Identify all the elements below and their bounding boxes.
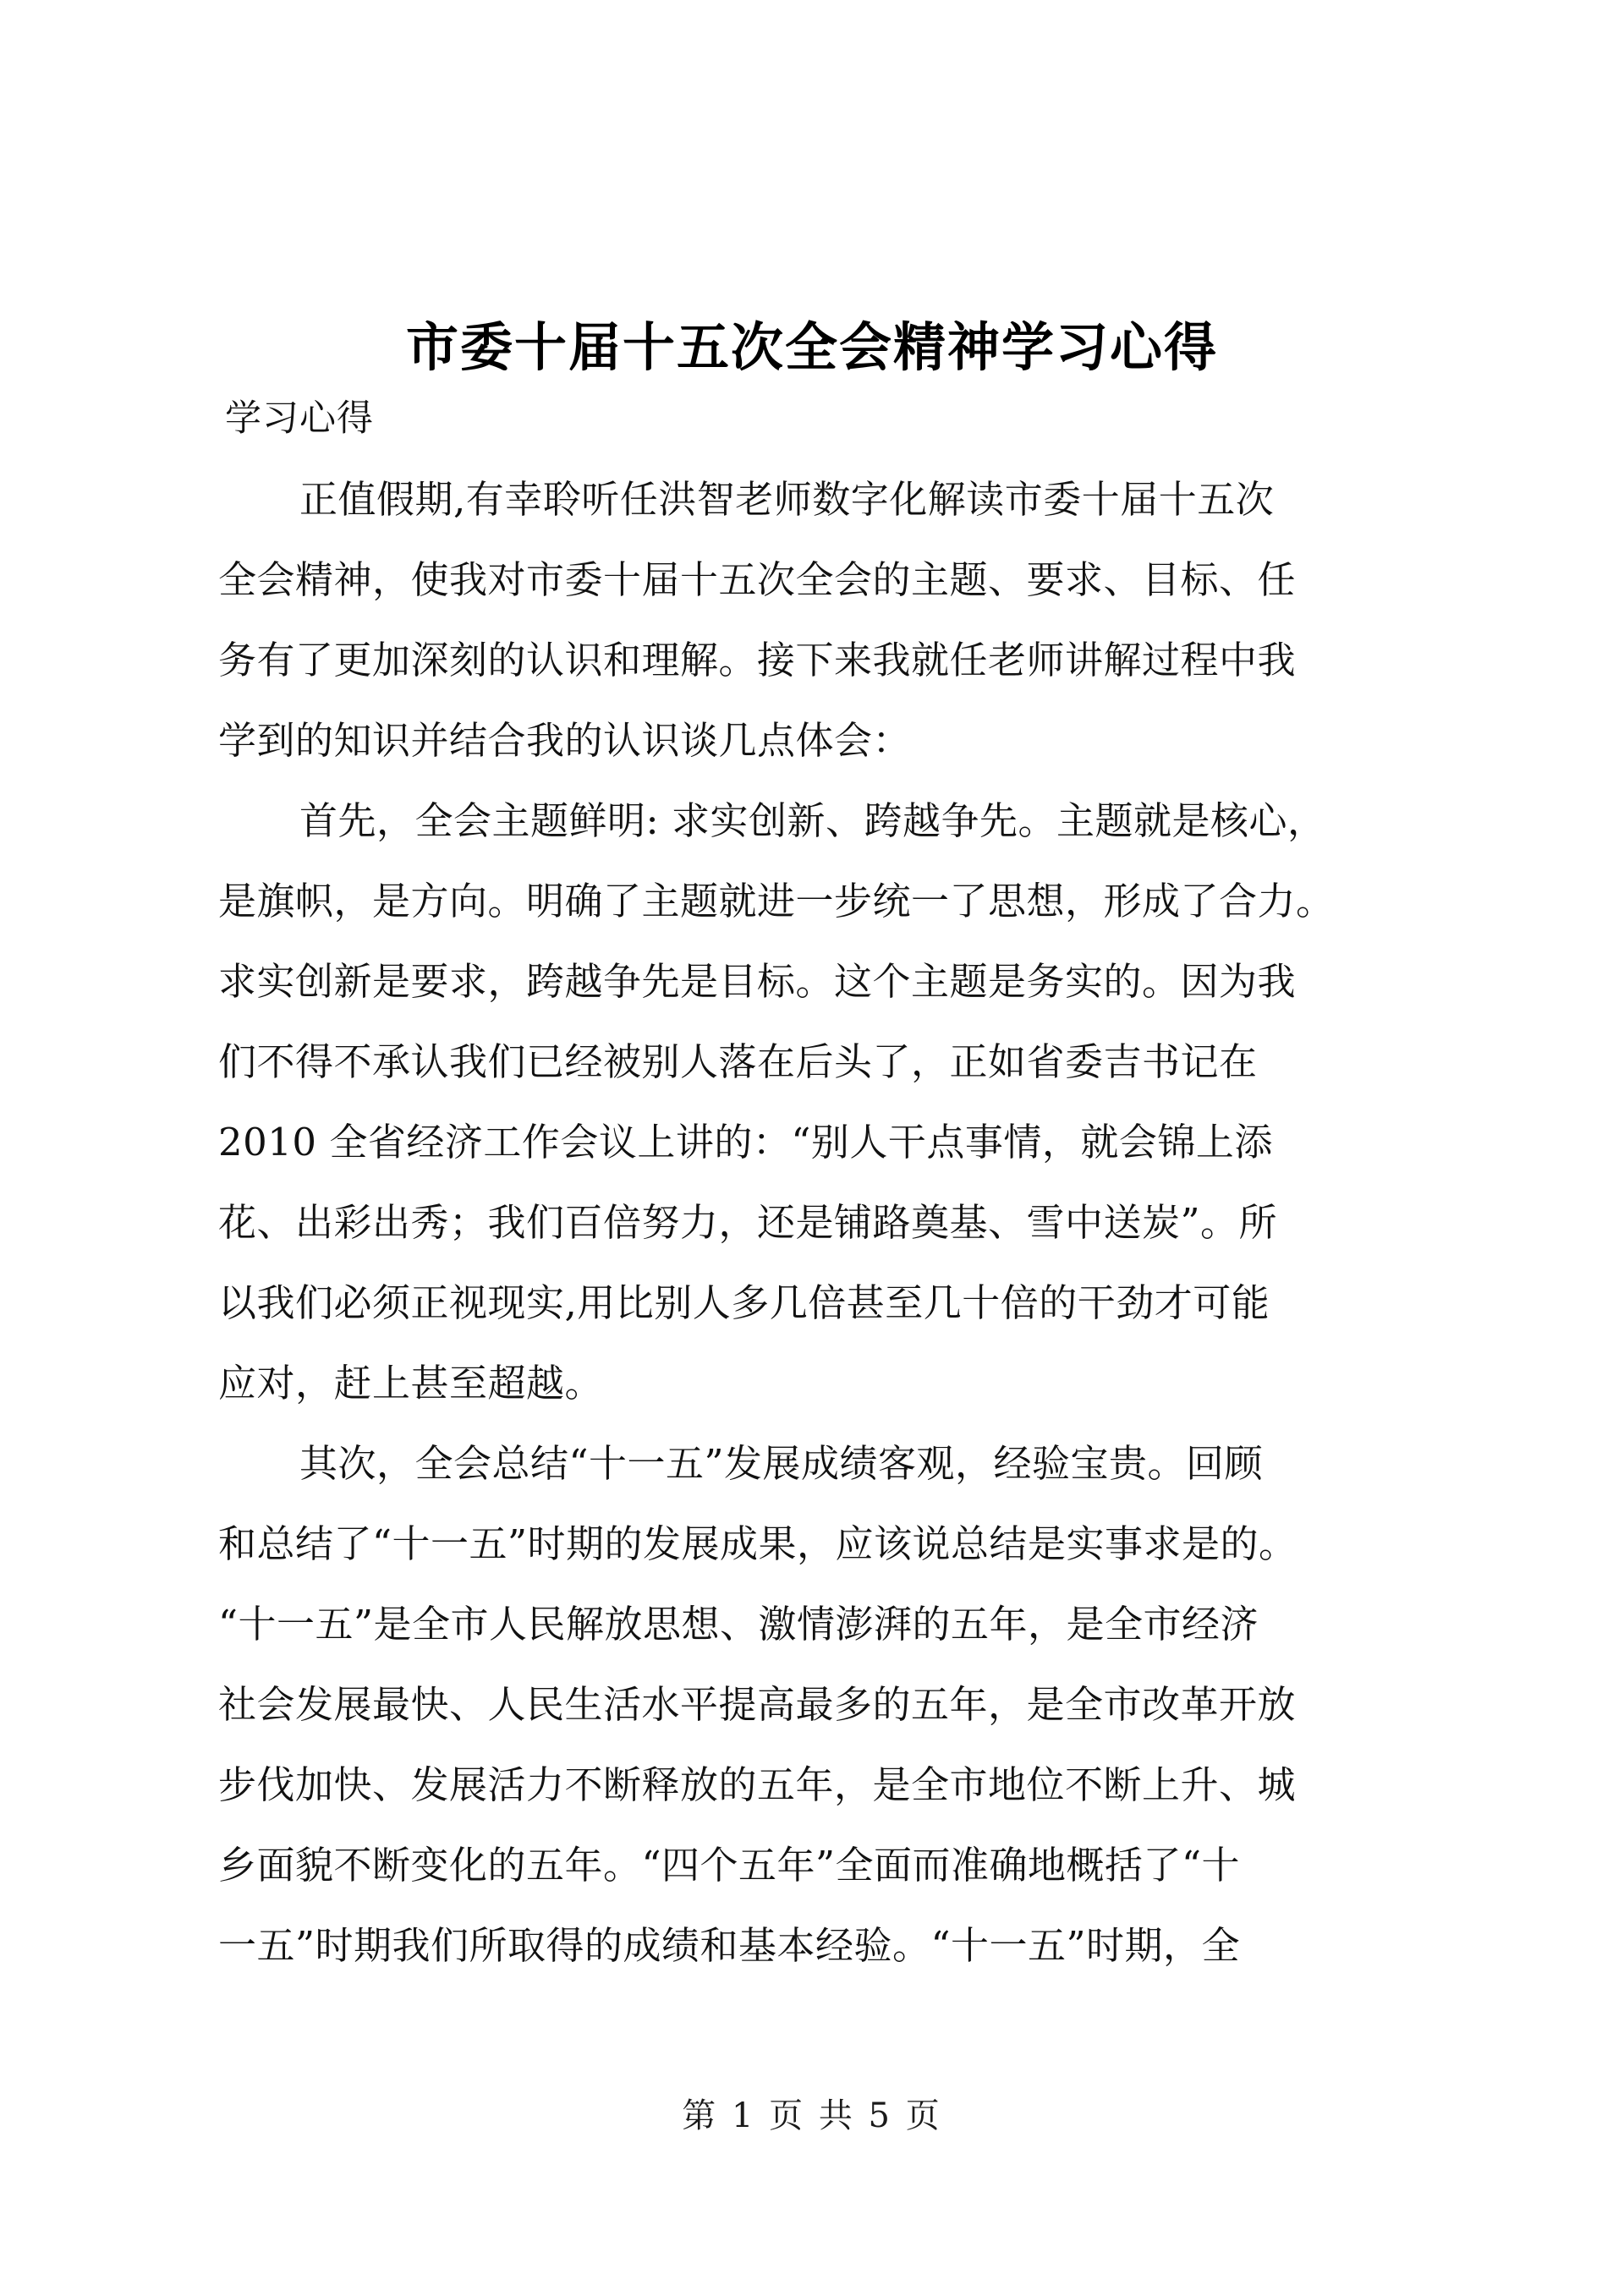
paragraph-3 bbox=[218, 1423, 1429, 1986]
paragraph-line: 学到的知识并结合我的认识谈几点体会： bbox=[218, 718, 912, 763]
paragraph-line: 应对，赶上甚至超越。 bbox=[218, 1361, 604, 1406]
paragraph-line: 们不得不承认我们已经被别人落在后头了，正如省委吉书记在 bbox=[218, 1039, 1258, 1084]
paragraph-2 bbox=[218, 781, 1429, 1423]
paragraph-line: 全会精神，使我对市委十届十五次全会的主题、要求、目标、任 bbox=[218, 557, 1297, 602]
paragraph-line: 正值假期,有幸聆听任洪智老师数字化解读市委十届十五次 bbox=[299, 477, 1275, 522]
paragraph-line: 花、出彩出秀；我们百倍努力，还是铺路奠基、雪中送炭”。所 bbox=[218, 1200, 1278, 1245]
paragraph-line: 2010 全省经济工作会议上讲的：“别人干点事情，就会锦上添 bbox=[218, 1120, 1273, 1164]
paragraph-line: “十一五”是全市人民解放思想、激情澎湃的五年，是全市经济 bbox=[218, 1602, 1259, 1647]
document-body bbox=[218, 379, 1429, 1986]
paragraph-line: 其次，全会总结“十一五”发展成绩客观，经验宝贵。回顾 bbox=[299, 1441, 1264, 1486]
paragraph-line: 求实创新是要求，跨越争先是目标。这个主题是务实的。因为我 bbox=[218, 959, 1297, 1004]
paragraph-line: 和总结了“十一五”时期的发展成果，应该说总结是实事求是的。 bbox=[218, 1521, 1298, 1566]
paragraph-line: 是旗帜，是方向。明确了主题就进一步统一了思想，形成了合力。 bbox=[218, 879, 1335, 923]
section-subheading: 学习心得 bbox=[225, 397, 374, 440]
paragraph-line: 一五”时期我们所取得的成绩和基本经验。“十一五”时期，全 bbox=[218, 1923, 1241, 1968]
paragraph-line: 社会发展最快、人民生活水平提高最多的五年，是全市改革开放 bbox=[218, 1682, 1297, 1727]
paragraph-1 bbox=[218, 459, 1429, 781]
paragraph-line: 乡面貌不断变化的五年。“四个五年”全面而准确地概括了“十 bbox=[218, 1843, 1241, 1888]
page-title: 市委十届十五次全会精神学习心得 bbox=[405, 315, 1218, 378]
paragraph-line: 步伐加快、发展活力不断释放的五年，是全市地位不断上升、城 bbox=[218, 1762, 1297, 1807]
paragraph-line: 务有了更加深刻的认识和理解。接下来我就任老师讲解过程中我 bbox=[218, 638, 1297, 682]
paragraph-line: 以我们必须正视现实,用比别人多几倍甚至几十倍的干劲才可能 bbox=[218, 1280, 1270, 1325]
paragraph-line: 首先，全会主题鲜明: 求实创新、跨越争先。主题就是核心， bbox=[299, 798, 1326, 843]
page-footer: 第 1 页 共 5 页 bbox=[682, 2096, 942, 2135]
